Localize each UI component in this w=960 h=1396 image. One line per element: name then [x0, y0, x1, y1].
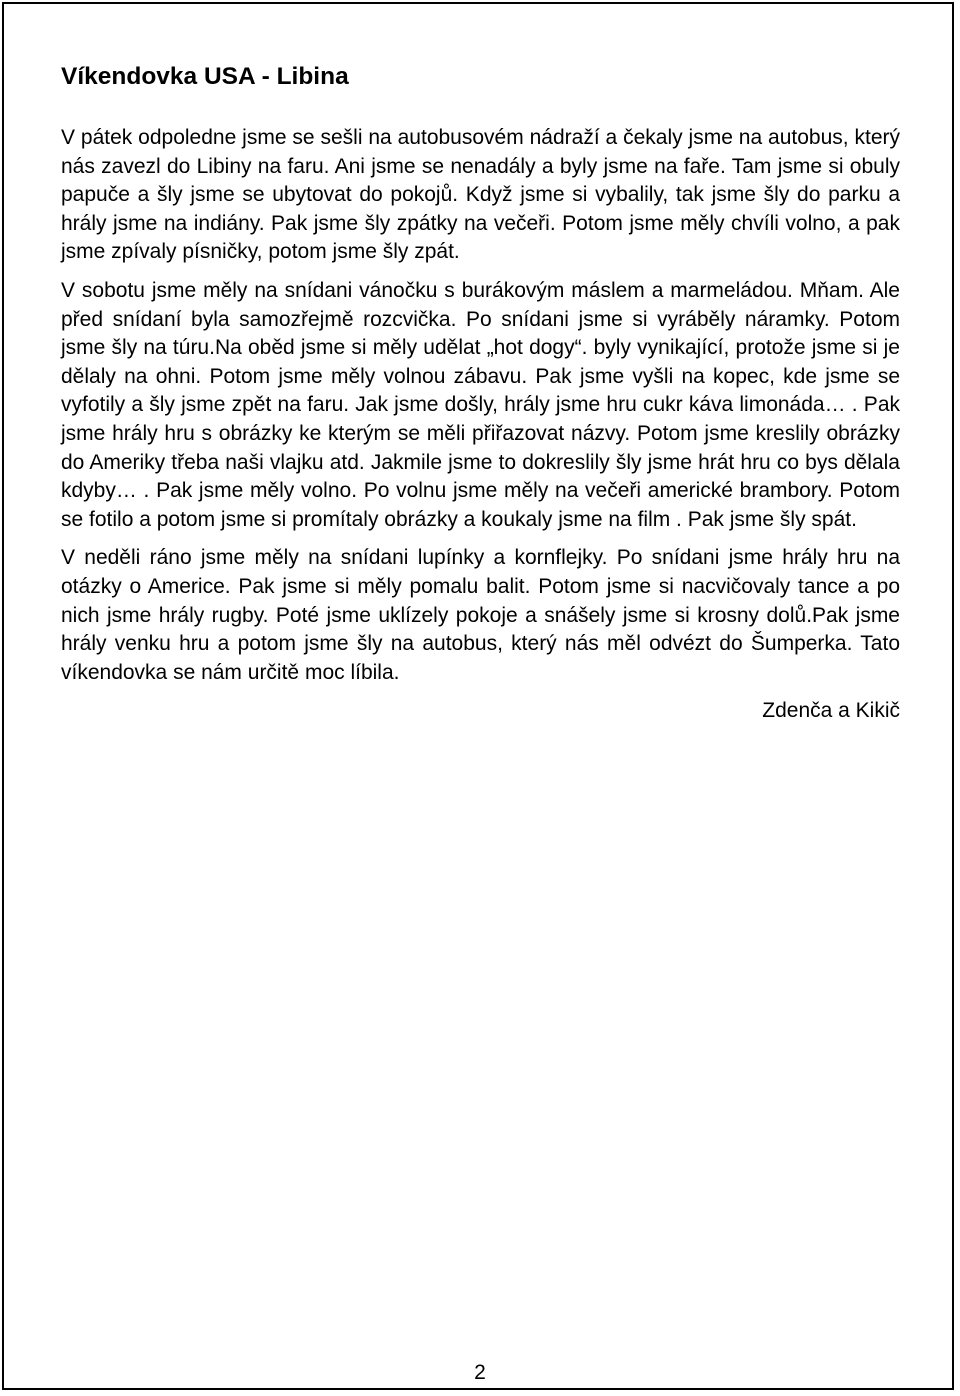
author-signature: Zdenča a Kikič — [762, 699, 900, 723]
document-title: Víkendovka USA - Libina — [61, 63, 349, 90]
paragraph-friday: V pátek odpoledne jsme se sešli na autobusovém nádraží a čekaly jsme na autobus, který nás zavezl do Libiny na faru. Ani jsme se nenadály a byly jsme na faře. Tam jsme si obuly papuče a šly jsme se ubytovat do pokojů. Když jsme si vybalily, tak jsme šly do parku a hrály jsme na indiány. Pak jsme šly zpátky na večeři. Potom jsme měly chvíli volno, a pak jsme zpívaly písničky, potom jsme šly zpát. — [61, 126, 900, 264]
page-number: 2 — [474, 1361, 486, 1384]
paragraph-saturday: V sobotu jsme měly na snídani vánočku s burákovým máslem a marmeládou. Mňam. Ale před snídaní byla samozřejmě rozcvička. Po snídani jsme si vyráběly náramky. Potom jsme šly na túru.Na oběd jsme si měly udělat „hot dogy“. byly vynikající, protože jsme si je dělaly na ohni. Potom jsme měly volnou zábavu. Pak jsme vyšli na kopec, kde jsme se vyfotily a šly jsme zpět na faru. Jak jsme došly, hrály jsme hru cukr káva limonáda… . Pak jsme hrály hru s obrázky ke kterým se měli přiřazovat názvy. Potom jsme kreslily obrázky do Ameriky třeba naši vlajku atd. Jakmile jsme to dokreslily šly jsme hrát hru co bys dělala kdyby… . Pak jsme měly volno. Po volnu jsme měly na večeři americké brambory. Potom se fotilo a potom jsme si promítaly obrázky a koukaly jsme na film . Pak jsme šly spát. — [61, 278, 900, 531]
paragraph-sunday: V neděli ráno jsme měly na snídani lupínky a kornflejky. Po snídani jsme hrály hru na otázky o Americe. Pak jsme si měly pomalu balit. Potom jsme si nacvičovaly tance a po nich jsme hrály rugby. Poté jsme uklízely pokoje a snášely jsme si krosny dolů.Pak jsme hrály venku hru a potom jsme šly na autobus, který nás měl odvézt do Šumperka. Tato víkendovka se nám určitě moc líbila. — [61, 546, 900, 684]
document-body — [61, 56, 900, 726]
